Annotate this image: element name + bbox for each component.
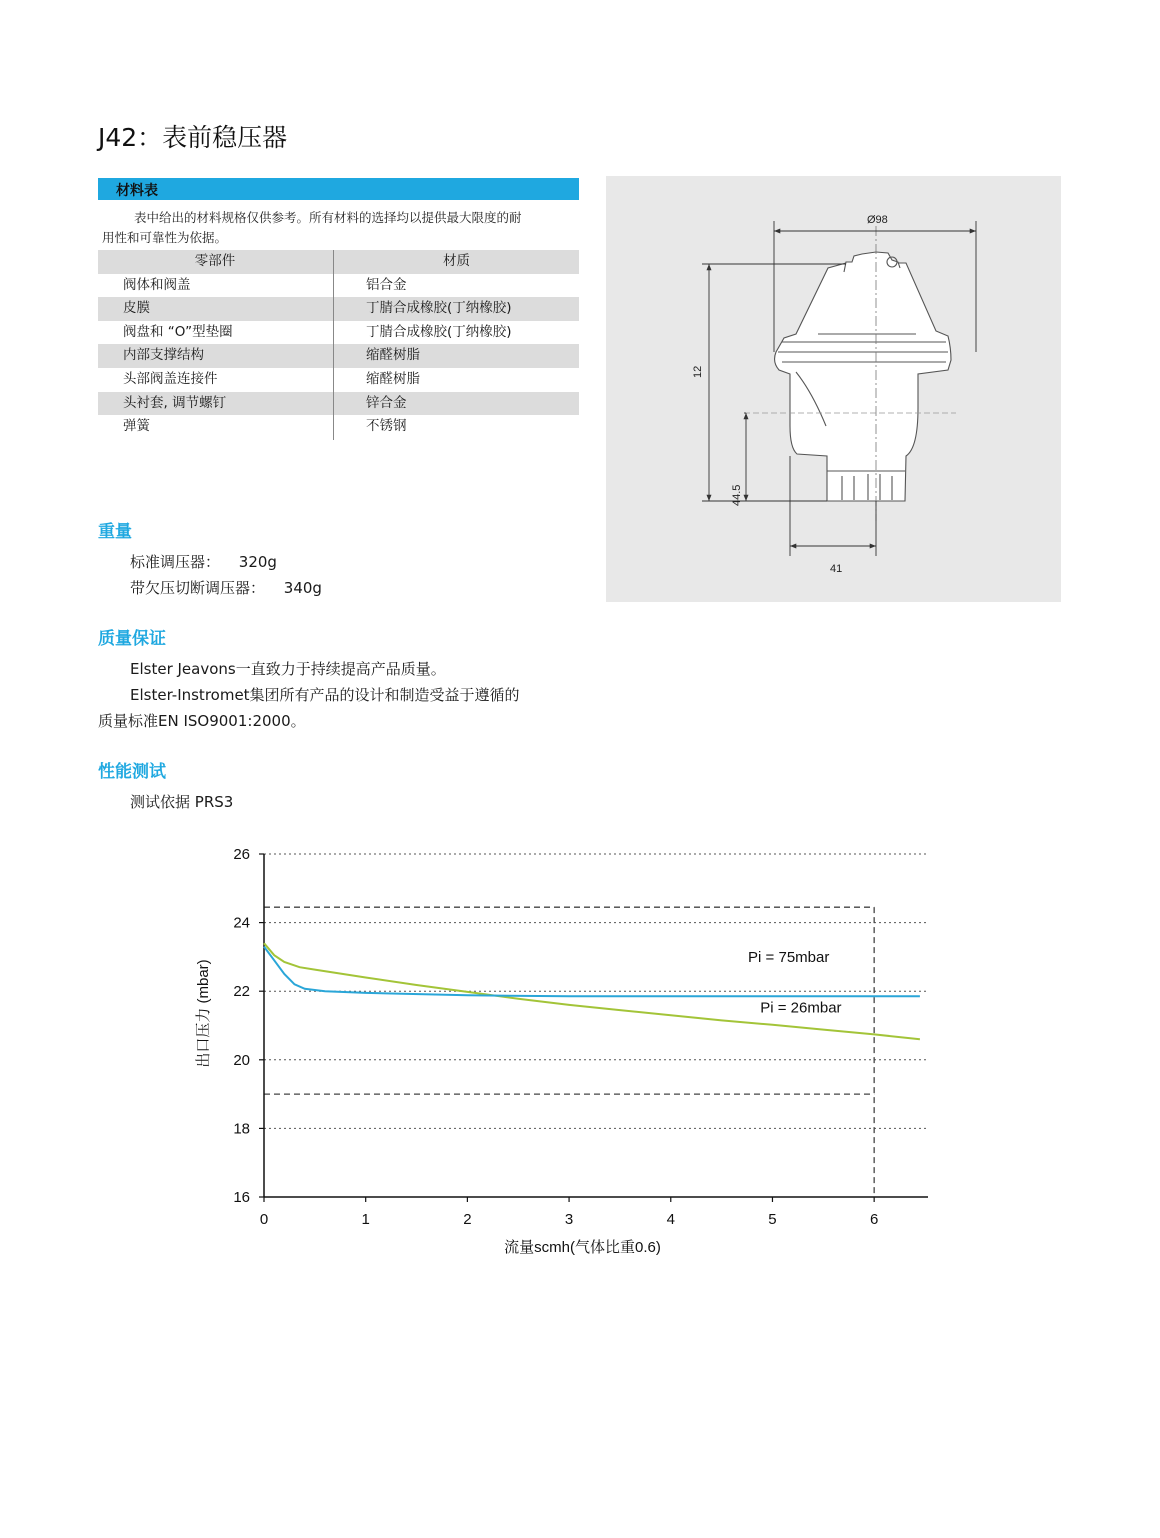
regulator-drawing <box>606 176 1061 602</box>
material-cell: 缩醛树脂 <box>366 347 420 364</box>
material-cell: 锌合金 <box>366 394 407 411</box>
dim-width-label: 41 <box>830 563 843 575</box>
weight-heading: 重量 <box>98 522 132 542</box>
dim-diameter-label: Ø98 <box>867 214 888 226</box>
series-label: Pi = 26mbar <box>760 999 842 1017</box>
quality-line3: 质量标准EN ISO9001:2000。 <box>98 712 306 730</box>
x-axis-label: 流量scmh(气体比重0.6) <box>504 1239 661 1256</box>
y-tick-label: 26 <box>233 846 250 863</box>
material-cell: 丁腈合成橡胶(丁纳橡胶) <box>366 323 512 340</box>
dim-lower-label: 44.5 <box>731 484 743 506</box>
series-label: Pi = 75mbar <box>748 949 830 967</box>
performance-chart <box>180 840 940 1269</box>
y-tick-label: 24 <box>233 914 250 932</box>
part-cell: 头部阀盖连接件 <box>123 370 218 387</box>
table-row <box>98 344 579 368</box>
dim-height-label: 12 <box>692 365 704 378</box>
table-header-row <box>98 250 579 274</box>
table-row <box>98 368 579 392</box>
chart-axes <box>264 854 928 1197</box>
quality-line2: Elster-Instromet集团所有产品的设计和制造受益于遵循的 <box>130 686 520 704</box>
x-tick-label: 5 <box>768 1211 777 1228</box>
performance-heading: 性能测试 <box>98 762 166 782</box>
x-tick-label: 0 <box>259 1211 269 1228</box>
part-cell: 内部支撑结构 <box>123 347 204 364</box>
part-cell: 阀体和阀盖 <box>123 276 191 293</box>
materials-note <box>102 208 578 248</box>
y-tick-label: 18 <box>233 1120 250 1138</box>
column-header-material: 材质 <box>443 253 470 269</box>
page-title: J42：表前稳压器 <box>98 123 288 152</box>
column-header-part: 零部件 <box>194 253 236 269</box>
weight-cutoff <box>130 577 322 598</box>
table-row <box>98 274 579 298</box>
y-tick-label: 16 <box>233 1189 250 1206</box>
material-cell: 不锈钢 <box>366 418 407 435</box>
part-cell: 阀盘和 “O”型垫圈 <box>123 323 233 340</box>
dimension-drawing-panel <box>606 176 1061 602</box>
table-row <box>98 297 579 321</box>
materials-note-line1: 表中给出的材料规格仅供参考。所有材料的选择均以提供最大限度的耐 <box>134 210 522 225</box>
part-cell: 弹簧 <box>123 418 150 435</box>
materials-table <box>98 250 579 439</box>
table-row <box>98 392 579 416</box>
performance-chart-svg <box>180 840 940 1265</box>
quality-line1: Elster Jeavons一直致力于持续提高产品质量。 <box>130 660 446 678</box>
material-cell: 缩醛树脂 <box>366 370 420 387</box>
materials-note-line2: 用性和可靠性为依据。 <box>102 230 228 245</box>
weight-cutoff-value: 340g <box>283 579 322 597</box>
materials-heading: 材料表 <box>116 183 158 199</box>
x-tick-label: 3 <box>564 1211 574 1228</box>
materials-heading-bar <box>98 178 579 200</box>
part-cell: 皮膜 <box>123 300 150 317</box>
y-tick-label: 22 <box>233 983 250 1001</box>
weight-cutoff-label: 带欠压切断调压器： <box>130 579 266 597</box>
weight-standard <box>130 551 277 572</box>
chart-ticks <box>233 846 878 1228</box>
part-cell: 头衬套, 调节螺钉 <box>123 394 227 411</box>
table-column-divider <box>333 250 334 440</box>
performance-line1: 测试依据 PRS3 <box>130 793 234 811</box>
y-tick-label: 20 <box>233 1051 250 1069</box>
x-tick-label: 2 <box>463 1211 472 1228</box>
table-row <box>98 415 579 439</box>
y-axis-label: 出口压力 (mbar) <box>195 959 212 1068</box>
x-tick-label: 6 <box>869 1211 879 1228</box>
quality-heading: 质量保证 <box>98 629 166 649</box>
x-tick-label: 1 <box>361 1211 370 1228</box>
material-cell: 铝合金 <box>366 276 407 293</box>
weight-standard-value: 320g <box>238 553 277 571</box>
weight-standard-label: 标准调压器： <box>130 553 221 571</box>
material-cell: 丁腈合成橡胶(丁纳橡胶) <box>366 300 512 317</box>
table-row <box>98 321 579 345</box>
chart-grid <box>264 854 928 1128</box>
x-tick-label: 4 <box>666 1211 675 1228</box>
